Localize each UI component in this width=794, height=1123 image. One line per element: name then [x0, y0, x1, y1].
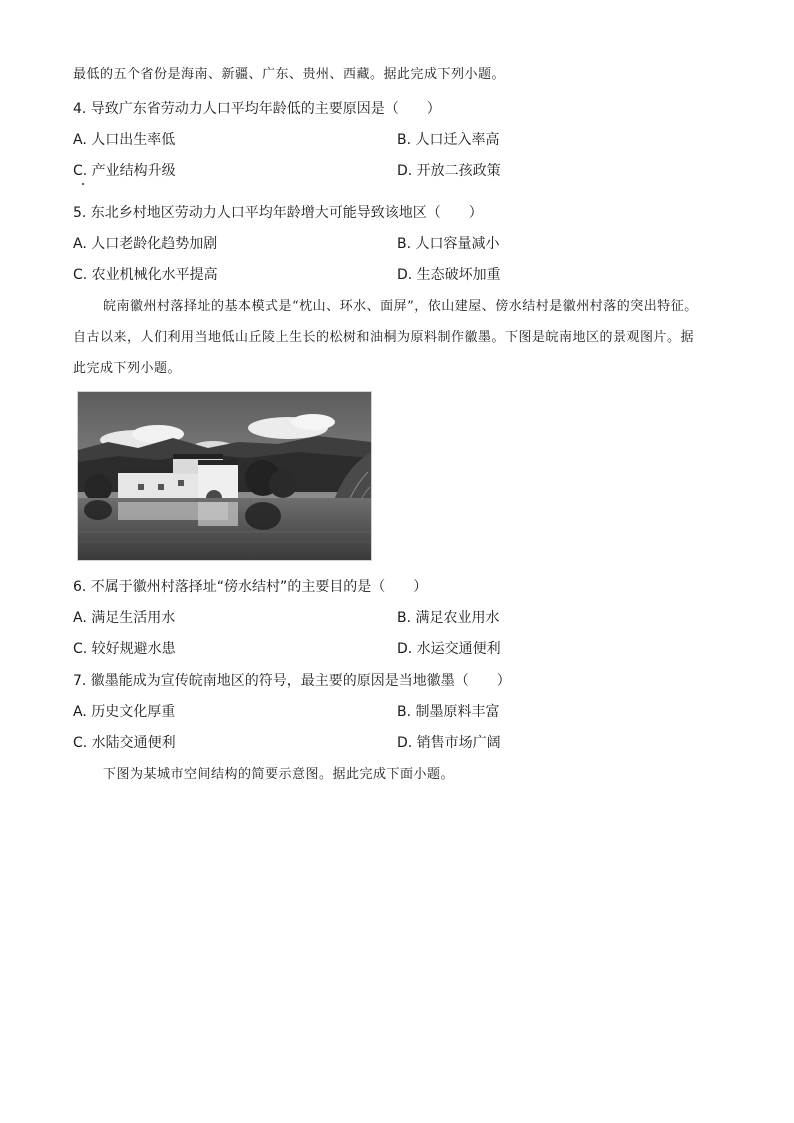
question-4-stem: 4. 导致广东省劳动力人口平均年龄低的主要原因是（ ） [73, 101, 441, 117]
question-4-option-b: B. 人口迁入率高 [397, 132, 500, 148]
question-4-option-d: D. 开放二孩政策 [397, 163, 501, 179]
closing-text: 下图为某城市空间结构的简要示意图。据此完成下面小题。 [103, 767, 455, 782]
question-6-option-c: C. 较好规避水患 [73, 641, 176, 657]
question-5-option-b: B. 人口容量减小 [397, 236, 500, 252]
passage-line-3: 此完成下列小题。 [73, 361, 182, 376]
passage-line-1: 皖南徽州村落择址的基本模式是“枕山、环水、面屏”，依山建屋、傍水结村是徽州村落的突出特征。 [103, 299, 698, 314]
question-7-stem: 7. 徽墨能成为宣传皖南地区的符号，最主要的原因是当地徽墨（ ） [73, 673, 511, 689]
question-5-option-a: A. 人口老龄化趋势加剧 [73, 236, 218, 252]
intro-text: 最低的五个省份是海南、新疆、广东、贵州、西藏。据此完成下列小题。 [73, 67, 506, 82]
question-4-option-a: A. 人口出生率低 [73, 132, 176, 148]
landscape-photo [77, 391, 372, 561]
question-7-option-a: A. 历史文化厚重 [73, 704, 176, 720]
question-7-option-b: B. 制墨原料丰富 [397, 704, 500, 720]
passage-line-2: 自古以来，人们利用当地低山丘陵上生长的松树和油桐为原料制作徽墨。下图是皖南地区的景观图片。据 [73, 330, 695, 345]
question-6-option-a: A. 满足生活用水 [73, 610, 176, 626]
question-6-option-d: D. 水运交通便利 [397, 641, 501, 657]
question-4-option-c: C. 产业结构升级 [73, 163, 176, 179]
question-7-option-d: D. 销售市场广阔 [397, 735, 501, 751]
question-6-option-b: B. 满足农业用水 [397, 610, 500, 626]
question-5-option-d: D. 生态破坏加重 [397, 267, 501, 283]
question-5-stem: 5. 东北乡村地区劳动力人口平均年龄增大可能导致该地区（ ） [73, 205, 483, 221]
question-7-option-c: C. 水陆交通便利 [73, 735, 176, 751]
question-5-option-c: C. 农业机械化水平提高 [73, 267, 218, 283]
question-6-stem: 6. 不属于徽州村落择址“傍水结村”的主要目的是（ ） [73, 579, 428, 595]
stray-dot [82, 183, 84, 185]
